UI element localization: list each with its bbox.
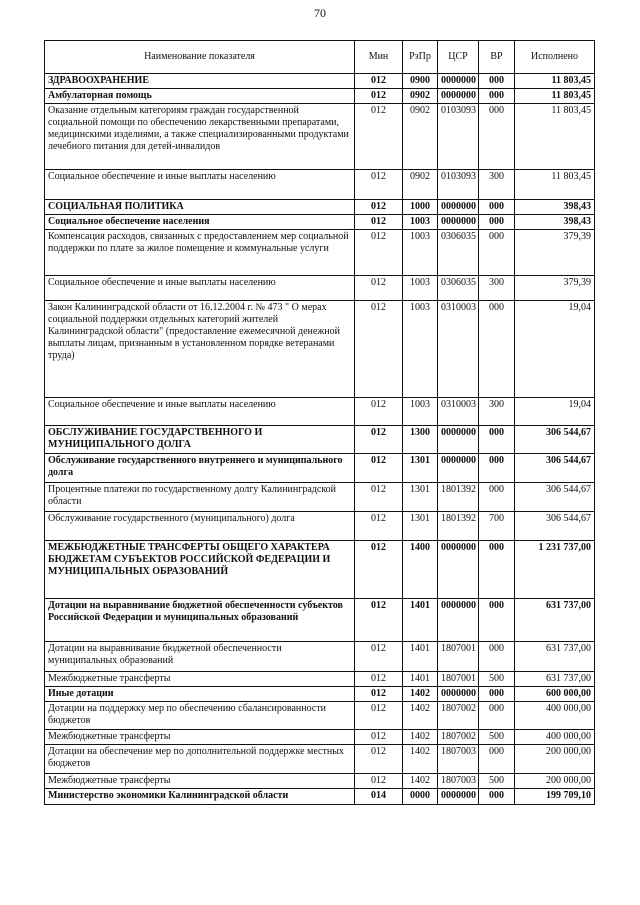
table-row	[45, 215, 595, 230]
table-row	[45, 230, 595, 276]
indicator-name-cell: Дотации на выравнивание бюджетной обеспеченности муниципальных образований	[45, 642, 355, 672]
indicator-name-cell: Межбюджетные трансферты	[45, 730, 355, 745]
csr-code-cell: 0103093	[438, 104, 479, 170]
page-number: 70	[314, 6, 326, 20]
indicator-name-cell: Дотации на выравнивание бюджетной обеспеченности субъектов Российской Федерации и муниципальных образований	[45, 599, 355, 642]
min-code-cell: 012	[355, 642, 403, 672]
min-code-cell: 012	[355, 398, 403, 426]
executed-amount-cell: 600 000,00	[515, 687, 595, 702]
csr-code-cell: 0000000	[438, 541, 479, 599]
table-row	[45, 426, 595, 454]
indicator-name-cell: МЕЖБЮДЖЕТНЫЕ ТРАНСФЕРТЫ ОБЩЕГО ХАРАКТЕРА БЮДЖЕТАМ СУБЪЕКТОВ РОССИЙСКОЙ ФЕДЕРАЦИИ И МУНИЦИПАЛЬНЫХ ОБРАЗОВАНИЙ	[45, 541, 355, 599]
rzpr-code-cell: 1402	[403, 687, 438, 702]
executed-amount-cell: 398,43	[515, 200, 595, 215]
executed-amount-cell: 400 000,00	[515, 730, 595, 745]
executed-amount-cell: 306 544,67	[515, 426, 595, 454]
csr-code-cell: 0310003	[438, 301, 479, 398]
indicator-name-cell: Дотации на обеспечение мер по дополнительной поддержке местных бюджетов	[45, 745, 355, 774]
vr-code-cell: 500	[479, 672, 515, 687]
vr-code-cell: 000	[479, 687, 515, 702]
vr-code-cell: 000	[479, 426, 515, 454]
csr-code-cell: 0310003	[438, 398, 479, 426]
executed-amount-cell: 199 709,10	[515, 789, 595, 805]
executed-amount-cell: 398,43	[515, 215, 595, 230]
rzpr-code-cell: 1402	[403, 745, 438, 774]
table-row	[45, 789, 595, 805]
csr-code-cell: 0000000	[438, 687, 479, 702]
executed-amount-cell: 379,39	[515, 276, 595, 301]
table-row	[45, 687, 595, 702]
min-code-cell: 012	[355, 454, 403, 483]
table-row	[45, 672, 595, 687]
vr-code-cell: 000	[479, 89, 515, 104]
csr-code-cell: 0000000	[438, 215, 479, 230]
csr-code-cell: 0306035	[438, 276, 479, 301]
table-row	[45, 774, 595, 789]
table-row	[45, 398, 595, 426]
rzpr-code-cell: 1400	[403, 541, 438, 599]
table-row	[45, 89, 595, 104]
vr-code-cell: 000	[479, 789, 515, 805]
header-csr: ЦСР	[438, 41, 479, 74]
rzpr-code-cell: 1003	[403, 230, 438, 276]
rzpr-code-cell: 1402	[403, 702, 438, 730]
csr-code-cell: 0000000	[438, 426, 479, 454]
header-min: Мин	[355, 41, 403, 74]
vr-code-cell: 500	[479, 730, 515, 745]
table-row	[45, 454, 595, 483]
vr-code-cell: 500	[479, 774, 515, 789]
min-code-cell: 012	[355, 74, 403, 89]
executed-amount-cell: 200 000,00	[515, 774, 595, 789]
vr-code-cell: 300	[479, 170, 515, 200]
csr-code-cell: 1807001	[438, 642, 479, 672]
csr-code-cell: 0000000	[438, 789, 479, 805]
indicator-name-cell: Дотации на поддержку мер по обеспечению сбалансированности бюджетов	[45, 702, 355, 730]
indicator-name-cell: Министерство экономики Калининградской области	[45, 789, 355, 805]
min-code-cell: 012	[355, 512, 403, 541]
table-row	[45, 745, 595, 774]
min-code-cell: 012	[355, 104, 403, 170]
indicator-name-cell: Оказание отдельным категориям граждан государственной социальной помощи по обеспечению лекарственными препаратами, медицинскими изделиями, а также специализированными продуктами лечебного питания для детей-инвалидов	[45, 104, 355, 170]
csr-code-cell: 1807003	[438, 774, 479, 789]
min-code-cell: 012	[355, 276, 403, 301]
indicator-name-cell: Социальное обеспечение и иные выплаты населению	[45, 276, 355, 301]
executed-amount-cell: 11 803,45	[515, 170, 595, 200]
indicator-name-cell: ОБСЛУЖИВАНИЕ ГОСУДАРСТВЕННОГО И МУНИЦИПАЛЬНОГО ДОЛГА	[45, 426, 355, 454]
indicator-name-cell: Социальное обеспечение и иные выплаты населению	[45, 170, 355, 200]
vr-code-cell: 300	[479, 276, 515, 301]
table-row	[45, 541, 595, 599]
min-code-cell: 012	[355, 200, 403, 215]
vr-code-cell: 000	[479, 541, 515, 599]
indicator-name-cell: Закон Калининградской области от 16.12.2004 г. № 473 " О мерах социальной поддержки отдельных категорий жителей Калининградской области" (предоставление ежемесячной денежной выплаты лицам, признанным в установленном порядке ветеранами труда)	[45, 301, 355, 398]
rzpr-code-cell: 1301	[403, 512, 438, 541]
header-executed: Исполнено	[515, 41, 595, 74]
min-code-cell: 012	[355, 702, 403, 730]
csr-code-cell: 0103093	[438, 170, 479, 200]
indicator-name-cell: Межбюджетные трансферты	[45, 774, 355, 789]
executed-amount-cell: 19,04	[515, 398, 595, 426]
indicator-name-cell: Межбюджетные трансферты	[45, 672, 355, 687]
rzpr-code-cell: 1401	[403, 672, 438, 687]
table-row	[45, 74, 595, 89]
table-row	[45, 276, 595, 301]
rzpr-code-cell: 1003	[403, 301, 438, 398]
rzpr-code-cell: 1301	[403, 483, 438, 512]
csr-code-cell: 0000000	[438, 454, 479, 483]
csr-code-cell: 1801392	[438, 512, 479, 541]
csr-code-cell: 0000000	[438, 74, 479, 89]
vr-code-cell: 000	[479, 702, 515, 730]
table-row	[45, 642, 595, 672]
executed-amount-cell: 306 544,67	[515, 512, 595, 541]
executed-amount-cell: 306 544,67	[515, 483, 595, 512]
table-row	[45, 730, 595, 745]
vr-code-cell: 000	[479, 642, 515, 672]
rzpr-code-cell: 1300	[403, 426, 438, 454]
csr-code-cell: 0306035	[438, 230, 479, 276]
table-row	[45, 301, 595, 398]
vr-code-cell: 000	[479, 200, 515, 215]
min-code-cell: 012	[355, 215, 403, 230]
executed-amount-cell: 11 803,45	[515, 74, 595, 89]
indicator-name-cell: Социальное обеспечение населения	[45, 215, 355, 230]
executed-amount-cell: 19,04	[515, 301, 595, 398]
min-code-cell: 012	[355, 230, 403, 276]
rzpr-code-cell: 1003	[403, 276, 438, 301]
csr-code-cell: 1807002	[438, 730, 479, 745]
min-code-cell: 012	[355, 672, 403, 687]
csr-code-cell: 0000000	[438, 200, 479, 215]
min-code-cell: 012	[355, 730, 403, 745]
vr-code-cell: 000	[479, 230, 515, 276]
min-code-cell: 012	[355, 541, 403, 599]
rzpr-code-cell: 1401	[403, 599, 438, 642]
table-header-row	[45, 41, 595, 74]
vr-code-cell: 000	[479, 483, 515, 512]
rzpr-code-cell: 1402	[403, 730, 438, 745]
rzpr-code-cell: 1003	[403, 215, 438, 230]
executed-amount-cell: 631 737,00	[515, 599, 595, 642]
vr-code-cell: 000	[479, 104, 515, 170]
rzpr-code-cell: 1003	[403, 398, 438, 426]
executed-amount-cell: 1 231 737,00	[515, 541, 595, 599]
table-row	[45, 483, 595, 512]
rzpr-code-cell: 0000	[403, 789, 438, 805]
executed-amount-cell: 306 544,67	[515, 454, 595, 483]
executed-amount-cell: 400 000,00	[515, 702, 595, 730]
executed-amount-cell: 200 000,00	[515, 745, 595, 774]
csr-code-cell: 1807002	[438, 702, 479, 730]
header-rzpr: РзПр	[403, 41, 438, 74]
rzpr-code-cell: 1402	[403, 774, 438, 789]
header-indicator-name: Наименование показателя	[45, 41, 355, 74]
indicator-name-cell: Компенсация расходов, связанных с предоставлением мер социальной поддержки по плате за жилое помещение и коммунальные услуги	[45, 230, 355, 276]
rzpr-code-cell: 0902	[403, 170, 438, 200]
csr-code-cell: 0000000	[438, 89, 479, 104]
indicator-name-cell: СОЦИАЛЬНАЯ ПОЛИТИКА	[45, 200, 355, 215]
min-code-cell: 012	[355, 745, 403, 774]
rzpr-code-cell: 0902	[403, 104, 438, 170]
min-code-cell: 014	[355, 789, 403, 805]
csr-code-cell: 1807003	[438, 745, 479, 774]
header-vr: ВР	[479, 41, 515, 74]
vr-code-cell: 000	[479, 745, 515, 774]
min-code-cell: 012	[355, 426, 403, 454]
table-row	[45, 170, 595, 200]
indicator-name-cell: Процентные платежи по государственному долгу Калининградской области	[45, 483, 355, 512]
min-code-cell: 012	[355, 687, 403, 702]
min-code-cell: 012	[355, 599, 403, 642]
indicator-name-cell: ЗДРАВООХРАНЕНИЕ	[45, 74, 355, 89]
executed-amount-cell: 379,39	[515, 230, 595, 276]
table-body	[45, 74, 595, 805]
rzpr-code-cell: 1301	[403, 454, 438, 483]
min-code-cell: 012	[355, 170, 403, 200]
table-row	[45, 512, 595, 541]
vr-code-cell: 000	[479, 454, 515, 483]
executed-amount-cell: 631 737,00	[515, 672, 595, 687]
csr-code-cell: 1807001	[438, 672, 479, 687]
vr-code-cell: 000	[479, 599, 515, 642]
executed-amount-cell: 11 803,45	[515, 89, 595, 104]
min-code-cell: 012	[355, 89, 403, 104]
indicator-name-cell: Иные дотации	[45, 687, 355, 702]
rzpr-code-cell: 1000	[403, 200, 438, 215]
table-row	[45, 599, 595, 642]
min-code-cell: 012	[355, 483, 403, 512]
min-code-cell: 012	[355, 301, 403, 398]
vr-code-cell: 700	[479, 512, 515, 541]
table-row	[45, 104, 595, 170]
vr-code-cell: 000	[479, 301, 515, 398]
executed-amount-cell: 631 737,00	[515, 642, 595, 672]
vr-code-cell: 000	[479, 74, 515, 89]
indicator-name-cell: Социальное обеспечение и иные выплаты населению	[45, 398, 355, 426]
csr-code-cell: 0000000	[438, 599, 479, 642]
budget-execution-table	[44, 40, 595, 805]
csr-code-cell: 1801392	[438, 483, 479, 512]
table-row	[45, 702, 595, 730]
executed-amount-cell: 11 803,45	[515, 104, 595, 170]
indicator-name-cell: Обслуживание государственного (муниципального) долга	[45, 512, 355, 541]
vr-code-cell: 300	[479, 398, 515, 426]
indicator-name-cell: Обслуживание государственного внутреннего и муниципального долга	[45, 454, 355, 483]
rzpr-code-cell: 0902	[403, 89, 438, 104]
rzpr-code-cell: 1401	[403, 642, 438, 672]
vr-code-cell: 000	[479, 215, 515, 230]
table-row	[45, 200, 595, 215]
rzpr-code-cell: 0900	[403, 74, 438, 89]
indicator-name-cell: Амбулаторная помощь	[45, 89, 355, 104]
min-code-cell: 012	[355, 774, 403, 789]
